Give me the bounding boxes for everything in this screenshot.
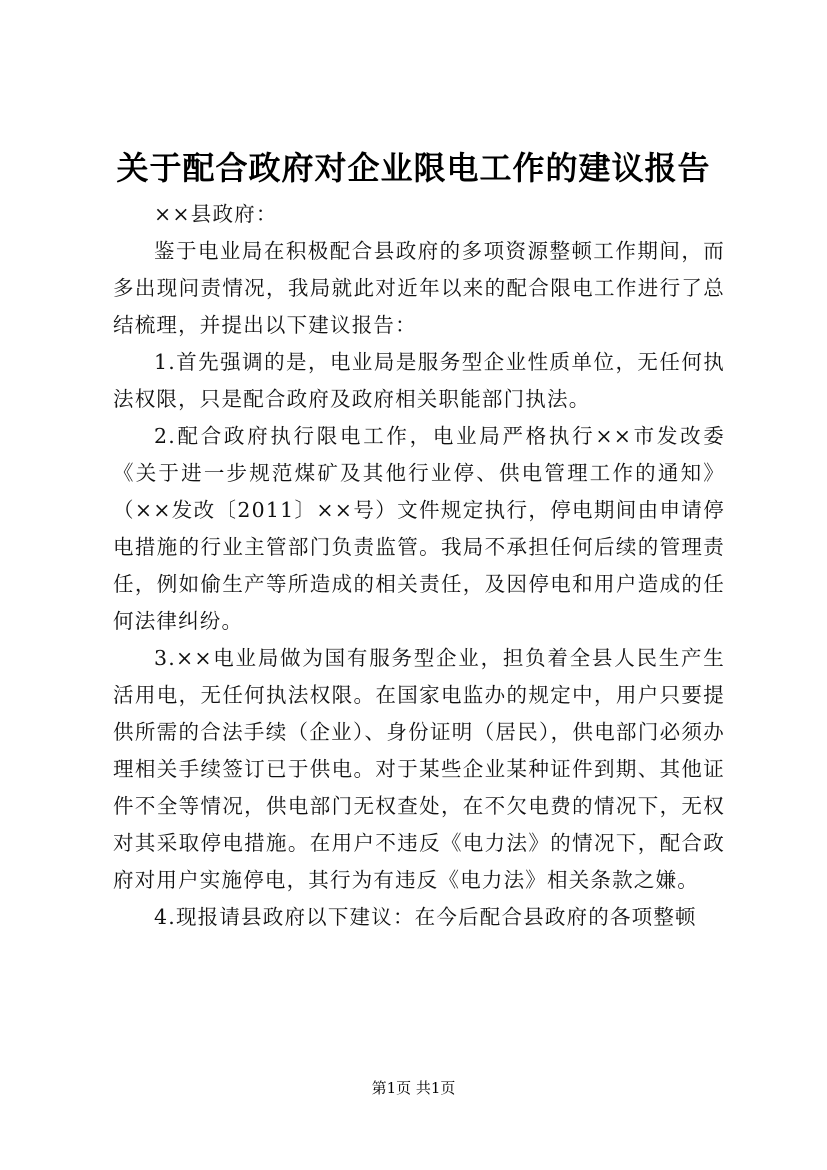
page-footer: 第1页 共1页 — [371, 1079, 456, 1097]
paragraph-4: 4.现报请县政府以下建议：在今后配合县政府的各项整顿 — [154, 905, 697, 929]
paragraph-1: 1.首先强调的是，电业局是服务型企业性质单位，无任何执法权限，只是配合政府及政府相关职能部门执法。 — [113, 350, 725, 411]
paragraph-3: 3.××电业局做为国有服务型企业，担负着全县人民生产生活用电，无任何执法权限。在国家电监办的规定中，用户只要提供所需的合法手续（企业）、身份证明（居民），供电部门必须办理相关手续签订已于供电。对于某些企业某种证件到期、其他证件不全等情况，供电部门无权查处，在不欠电费的情况下，无权对其采取停电措施。在用户不违反《电力法》的情况下，配合政府对用户实施停电，其行为有违反《电力法》相关条款之嫌。 — [113, 646, 725, 892]
salutation: ××县政府： — [154, 202, 278, 226]
paragraph-intro: 鉴于电业局在积极配合县政府的多项资源整顿工作期间，而多出现问责情况，我局就此对近年以来的配合限电工作进行了总结梳理，并提出以下建议报告： — [113, 239, 725, 337]
document-body — [113, 196, 725, 936]
paragraph-2: 2.配合政府执行限电工作，电业局严格执行××市发改委《关于进一步规范煤矿及其他行业停、供电管理工作的通知》（××发改〔2011〕××号）文件规定执行，停电期间由申请停电措施的行业主管部门负责监管。我局不承担任何后续的管理责任，例如偷生产等所造成的相关责任，及因停电和用户造成的任何法律纠纷。 — [113, 424, 725, 633]
document-title: 关于配合政府对企业限电工作的建议报告 — [116, 149, 711, 187]
